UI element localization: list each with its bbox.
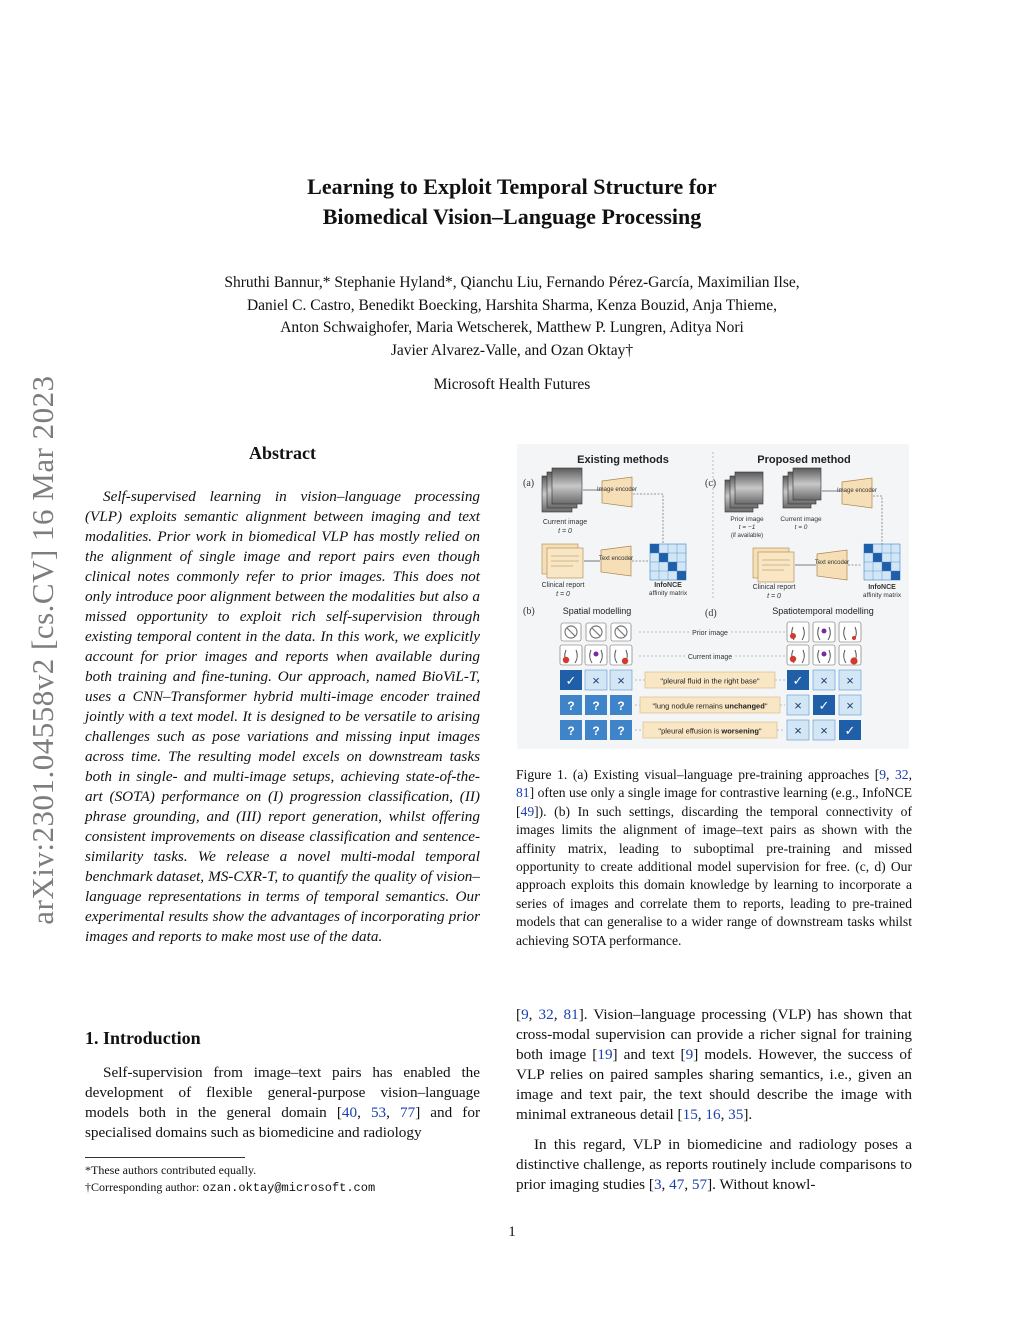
- label-prior-image-c: Prior image: [730, 516, 764, 523]
- citation-link[interactable]: 9: [685, 1046, 694, 1063]
- citation-link[interactable]: 32: [538, 1006, 554, 1023]
- footnote-equal-contribution: *These authors contributed equally.: [85, 1163, 257, 1177]
- label-clinical-report-c: Clinical report: [752, 584, 796, 591]
- label-t0-report-a: t = 0: [556, 591, 570, 598]
- phrase-2: "lung nodule remains unchanged": [652, 701, 768, 711]
- title-line-2: Biomedical Vision–Language Processing: [322, 204, 702, 229]
- heading-spatial-modelling: Spatial modelling: [562, 606, 632, 616]
- image-encoder-label-a: Image encoder: [596, 487, 638, 493]
- figure-1-caption: Figure 1. (a) Existing visual–language pre-training approaches [9, 32, 81] often use only a single image for contrastive learning (e.g., InfoNCE [49]). (b) In such settings, discarding the temporal connectivity of images limits the alignment of image–text pairs as shown with the affinity matrix, leading to suboptimal pre-training and missed opportunity to create additional model supervision for free. (c, d) Our approach exploits this domain knowledge by learning to incorporate a series of images and correlate them to reports, leading to pre-trained models that can generalise to a wider range of downstream tasks whilst achieving SOTA performance.: [516, 767, 912, 948]
- question-mark: ?: [617, 699, 625, 713]
- check-mark: ✓: [792, 673, 804, 688]
- citation-link[interactable]: 40: [341, 1104, 358, 1121]
- label-clinical-report-a: Clinical report: [541, 582, 585, 589]
- text-encoder-label-a: Text encoder: [598, 556, 634, 562]
- paper-title: [0, 172, 1024, 232]
- question-mark: ?: [592, 724, 600, 738]
- section-heading-introduction: 1. Introduction: [85, 1028, 201, 1048]
- citation-link[interactable]: 9: [879, 767, 887, 782]
- authors-line-1: Shruthi Bannur,* Stephanie Hyland*, Qianchu Liu, Fernando Pérez-García, Maximilian Ilse,: [224, 274, 800, 291]
- cross-mark: ×: [820, 673, 828, 688]
- label-current-image-a: Current image: [542, 519, 588, 526]
- label-current-image-c: Current image: [780, 516, 822, 523]
- cross-mark: ×: [846, 698, 854, 713]
- abstract-text: Self-supervised learning in vision–language processing (VLP) exploits semantic alignment between imaging and text modalities. Prior work in biomedical VLP has mostly relied on the alignment of single image and report pairs even though clinical notes commonly refer to prior images. This does not only introduce poor alignment between the modalities but also a missed opportunity to exploit rich self-supervision through existing temporal content in the data. In this work, we explicitly account for prior images and reports when available during both training and fine-tuning. Our approach, named BioViL-T, uses a CNN–Transformer hybrid multi-image encoder trained jointly with a text model. It is designed to be versatile to arising challenges such as pose variations and missing input images across time. The resulting model excels on downstream tasks both in single- and multi-image setups, achieving state-of-the-art (SOTA) performance on (I) progression classification, (II) phrase grounding, and (III) report generation, whilst offering consistent improvements on disease classification and sentence-similarity tasks. We release a novel multi-modal temporal benchmark dataset, MS-CXR-T, to quantify the quality of vision–language representations in terms of temporal semantics. Our experimental results show the advantages of incorporating prior images and reports to make most use of the data.: [85, 488, 480, 945]
- question-mark: ?: [592, 699, 600, 713]
- label-infonce-c: InfoNCE: [868, 584, 896, 591]
- citation-link[interactable]: 47: [669, 1176, 685, 1193]
- citation-link[interactable]: 49: [520, 803, 535, 819]
- label-tm1-c: t = −1: [738, 524, 756, 531]
- phrase-3: "pleural effusion is worsening": [658, 726, 762, 736]
- row-label-prior-image: Prior image: [692, 630, 728, 637]
- label-affinity-matrix-a: affinity matrix: [648, 590, 688, 597]
- question-mark: ?: [567, 724, 575, 738]
- citation-link[interactable]: 16: [705, 1106, 721, 1123]
- affinity-matrix-c: [864, 544, 900, 580]
- footnote-divider: [85, 1157, 245, 1158]
- check-mark: ✓: [818, 698, 830, 713]
- arxiv-sidebar-stamp: [25, 350, 60, 950]
- intro-paragraph-1-continued: [9, 32, 81]. Vision–language processing (VLP) has shown that cross-modal supervision can provide a richer signal for training both image [19] and text [9] models. However, the success of VLP relies on paired samples sharing semantics, i.e., given an image and text pair, the text should describe the image with minimal extraneous detail [15, 16, 35].: [516, 1006, 912, 1123]
- check-mark: ✓: [844, 723, 856, 738]
- heading-spatiotemporal-modelling: Spatiotemporal modelling: [772, 606, 874, 616]
- authors-line-3: Anton Schwaighofer, Maria Wetscherek, Matthew P. Lungren, Aditya Nori: [280, 319, 744, 336]
- image-encoder-label-c: Image encoder: [836, 488, 878, 494]
- citation-link[interactable]: 81: [516, 785, 530, 801]
- footnote-corresponding-author: †Corresponding author: ozan.oktay@microsoft.com: [85, 1180, 376, 1195]
- heading-proposed-method: Proposed method: [757, 454, 851, 466]
- label-t0-report-c: t = 0: [767, 593, 781, 600]
- panel-label-c: (c): [705, 478, 717, 489]
- authors-line-4: Javier Alvarez-Valle, and Ozan Oktay†: [390, 341, 634, 359]
- cross-mark: ×: [846, 673, 854, 688]
- current-image-stack-a: [542, 468, 582, 512]
- cross-mark: ×: [794, 723, 802, 738]
- citation-link[interactable]: 35: [728, 1106, 744, 1123]
- label-if-available: (if available): [730, 533, 764, 539]
- authors-line-2: Daniel C. Castro, Benedikt Boecking, Harshita Sharma, Kenza Bouzid, Anja Thieme,: [246, 296, 778, 314]
- author-email[interactable]: ozan.oktay@microsoft.com: [202, 1181, 376, 1195]
- label-infonce-a: InfoNCE: [654, 582, 682, 589]
- intro-paragraph-2: In this regard, VLP in biomedicine and radiology poses a distinctive challenge, as reports routinely include comparisons to prior imaging studies [3, 47, 57]. Without knowl-: [516, 1136, 912, 1193]
- cross-mark: ×: [617, 673, 625, 688]
- page-number: 1: [508, 1224, 516, 1240]
- citation-link[interactable]: 15: [682, 1106, 698, 1123]
- clinical-report-stack-c: [753, 548, 794, 582]
- affinity-matrix-a: [650, 544, 686, 580]
- cross-mark: ×: [592, 673, 600, 688]
- citation-link[interactable]: 32: [895, 767, 909, 782]
- figure-1: [517, 444, 909, 749]
- row-label-current-image: Current image: [687, 654, 733, 661]
- row-prior-image-spatial: [561, 623, 631, 641]
- question-mark: ?: [617, 724, 625, 738]
- citation-link[interactable]: 19: [597, 1046, 613, 1063]
- author-list: [0, 272, 1024, 362]
- title-line-1: Learning to Exploit Temporal Structure for: [307, 174, 717, 199]
- figure-1-diagram: [517, 444, 909, 749]
- clinical-report-stack-a: [542, 544, 583, 578]
- panel-label-a: (a): [523, 478, 535, 489]
- heading-existing-methods: Existing methods: [577, 454, 669, 466]
- citation-link[interactable]: 9: [521, 1006, 529, 1023]
- row-current-image-spatiotemporal: [787, 645, 861, 665]
- phrase-1: "pleural fluid in the right base": [660, 676, 760, 686]
- row-prior-image-spatiotemporal: [787, 622, 861, 642]
- cross-mark: ×: [794, 698, 802, 713]
- label-t0-a: t = 0: [558, 528, 572, 535]
- label-affinity-matrix-c: affinity matrix: [862, 592, 902, 599]
- check-mark: ✓: [565, 673, 577, 688]
- citation-link[interactable]: 81: [563, 1006, 579, 1023]
- label-t0-c: t = 0: [794, 524, 808, 531]
- prior-image-stack-c: [725, 472, 763, 512]
- row-current-image-spatial: [560, 645, 632, 665]
- affiliation: Microsoft Health Futures: [433, 376, 591, 393]
- citation-link[interactable]: 57: [691, 1176, 708, 1193]
- cross-mark: ×: [820, 723, 828, 738]
- text-encoder-label-c: Text encoder: [814, 560, 850, 566]
- citation-link[interactable]: 53: [370, 1104, 387, 1121]
- intro-paragraph-1: Self-supervision from image–text pairs has enabled the development of flexible general-purpose vision–language models both in the general domain [40, 53, 77] and for specialised domains such as biomedicine and radiology: [85, 1064, 481, 1141]
- abstract-heading: Abstract: [249, 443, 316, 463]
- arxiv-id: arXiv:2301.04558v2 [cs.CV] 16 Mar 2023: [25, 375, 60, 925]
- panel-label-d: (d): [705, 608, 717, 619]
- citation-link[interactable]: 3: [653, 1176, 662, 1193]
- panel-label-b: (b): [523, 606, 535, 617]
- question-mark: ?: [567, 699, 575, 713]
- current-image-stack-c: [783, 468, 821, 508]
- citation-link[interactable]: 77: [400, 1104, 416, 1121]
